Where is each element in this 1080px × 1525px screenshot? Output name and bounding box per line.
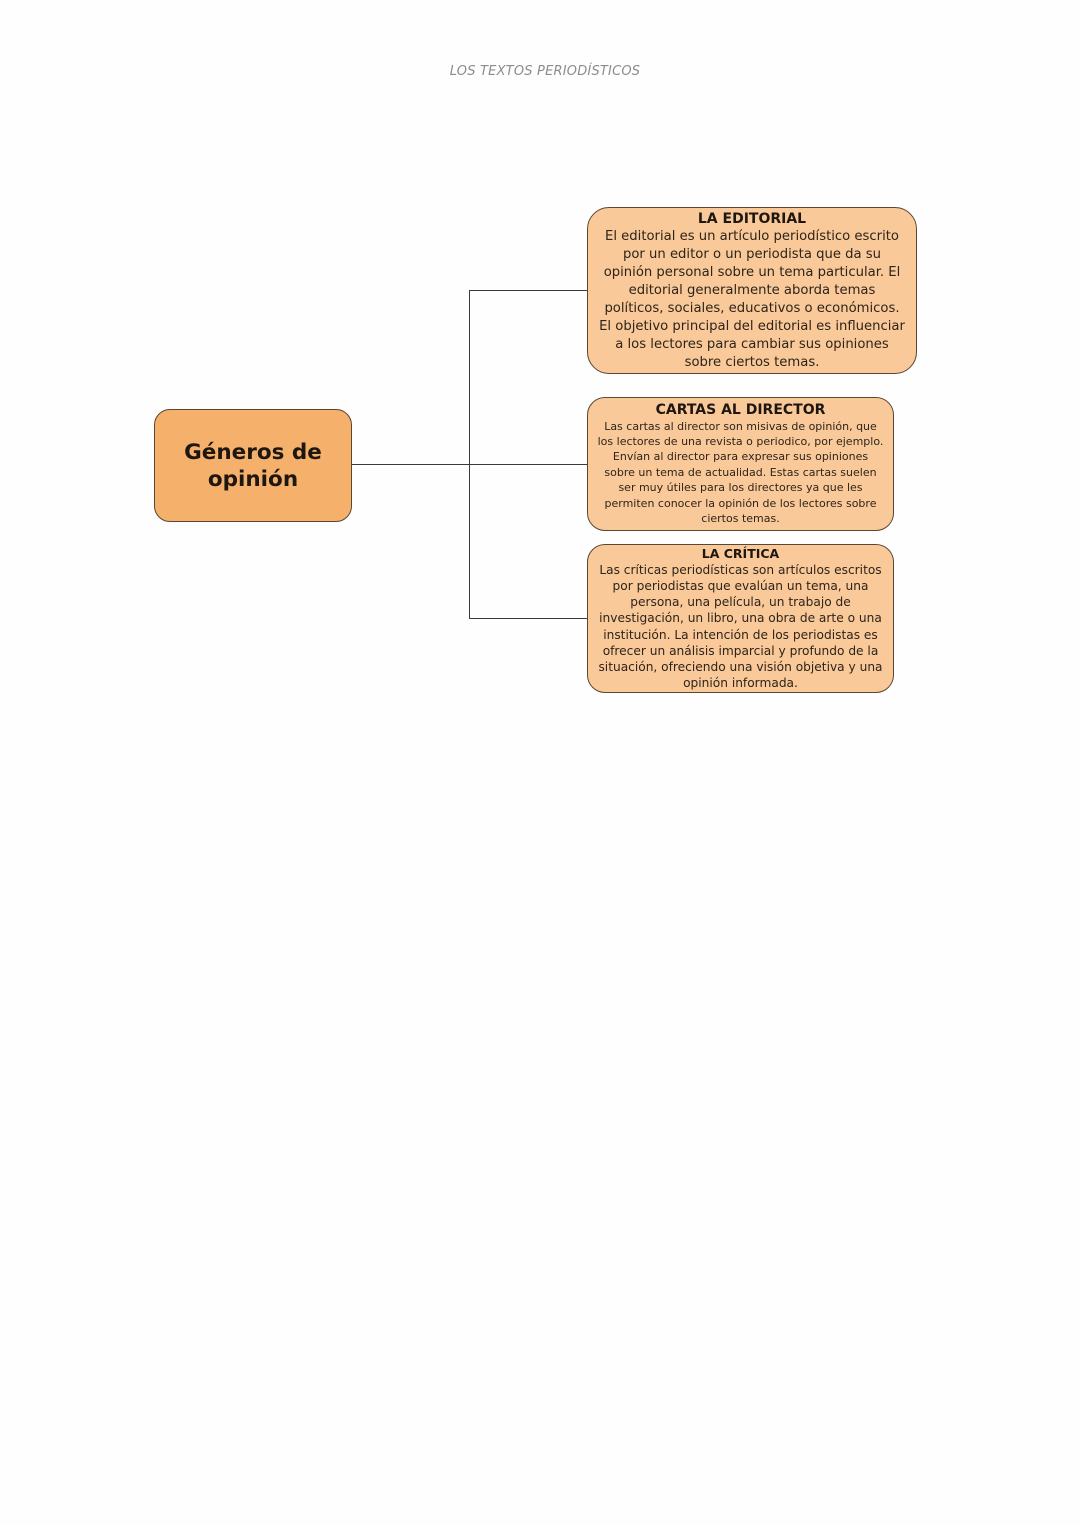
connector-to-critica	[469, 618, 588, 619]
connector-root-to-trunk	[352, 464, 470, 465]
node-cartas-al-director	[587, 397, 894, 531]
connector-to-cartas	[469, 464, 588, 465]
node-la-critica	[587, 544, 894, 693]
node-body: Las cartas al director son misivas de opinión, que los lectores de una revista o periodico, por ejemplo. Envían al director para expresar sus opiniones sobre un tema de actualidad. Estas cartas suelen ser muy útiles para los directores ya que les permiten conocer la opinión de los lectores sobre ciertos temas.	[597, 419, 884, 526]
node-body: El editorial es un artículo periodístico escrito por un editor o un periodista que da su opinión personal sobre un tema particular. El editorial generalmente aborda temas políticos, sociales, educativos o económicos. El objetivo principal del editorial es influenciar a los lectores para cambiar sus opiniones sobre ciertos temas.	[599, 228, 905, 370]
connector-trunk-vertical	[469, 290, 470, 619]
root-node-generos-de-opinion	[154, 409, 352, 522]
node-body: Las críticas periodísticas son artículos escritos por periodistas que evalúan un tema, una persona, una película, un trabajo de investigación, un libro, una obra de arte o una institución. La intención de los periodistas es ofrecer un análisis imparcial y profundo de la situación, ofreciendo una visión objetiva y una opinión informada.	[598, 562, 883, 691]
node-la-editorial	[587, 207, 917, 374]
node-title: LA CRÍTICA	[701, 545, 780, 561]
node-title: LA EDITORIAL	[697, 210, 807, 227]
root-node-label: Géneros de opinión	[184, 439, 322, 492]
node-title: CARTAS AL DIRECTOR	[655, 401, 826, 418]
connector-to-editorial	[469, 290, 588, 291]
page-header: LOS TEXTOS PERIODÍSTICOS	[449, 64, 641, 79]
